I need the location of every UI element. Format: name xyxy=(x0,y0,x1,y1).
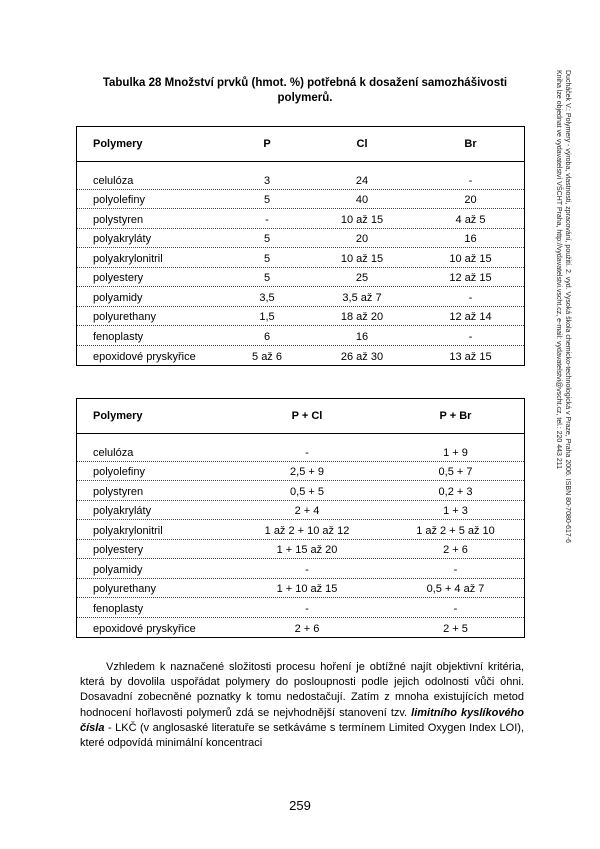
cell-value: 1 + 10 až 15 xyxy=(276,583,338,595)
table-row xyxy=(77,462,524,482)
table-row xyxy=(77,326,524,346)
cell-value: 13 až 15 xyxy=(449,351,492,363)
cell-polymer-name: polyurethany xyxy=(93,311,156,323)
side-note-line-1: Ducháček V.: Polymery - výroba, vlastnosti, zpracování, použití. 2. vyd. Vysoká škola chemicko-technologická v Praze, Praha 2006. ISBN 80-7080-617-6 xyxy=(564,70,571,543)
cell-polymer-name: polyakrylonitril xyxy=(93,524,163,537)
cell-value: - xyxy=(468,291,473,304)
cell-value: - xyxy=(468,330,473,343)
cell-value: - xyxy=(305,563,309,576)
side-note-line-2: Kniha lze objednat ve vydavatelství VŠCHT Praha, http://vydavatelstvi.vscht.cz, e-mail: vydavatelstvi@vscht.cz, tel.: 220 443 211 xyxy=(555,70,562,470)
cell-value: 1 + 9 xyxy=(443,446,468,459)
table-row xyxy=(77,307,524,327)
cell-value: 10 až 15 xyxy=(340,213,384,226)
cell-value: 20 xyxy=(355,233,369,245)
cell-polymer-name: polyestery xyxy=(93,544,144,556)
cell-value: 5 xyxy=(263,272,271,284)
cell-value: 2 + 4 xyxy=(294,505,320,517)
cell-value: - xyxy=(468,174,473,187)
cell-value: 0,2 + 3 xyxy=(438,485,473,498)
cell-value: 16 xyxy=(464,233,477,245)
cell-value: - xyxy=(453,602,458,615)
cell-value: 0,5 + 4 až 7 xyxy=(426,583,485,595)
caption-line-1: Tabulka 28 Množství prvků (hmot. %) potřebná k dosažení samozhášivosti xyxy=(102,77,508,89)
cell-polymer-name: celulóza xyxy=(93,174,134,187)
table-row xyxy=(77,618,524,638)
cell-polymer-name: polyakryláty xyxy=(93,505,152,517)
cell-value: 3,5 až 7 xyxy=(342,291,382,304)
cell-value: 4 až 5 xyxy=(455,213,486,226)
page-number: 259 xyxy=(289,798,311,813)
cell-value: 12 až 15 xyxy=(449,272,492,284)
cell-value: 1,5 xyxy=(259,311,275,323)
cell-value: - xyxy=(305,446,309,459)
table-header xyxy=(77,127,524,162)
cell-value: 12 až 14 xyxy=(449,311,492,323)
cell-polymer-name: celulóza xyxy=(93,446,134,459)
cell-value: 20 xyxy=(464,194,477,206)
cell-value: 5 xyxy=(263,233,271,245)
cell-value: 2 + 6 xyxy=(294,623,320,635)
cell-value: 3 xyxy=(263,174,271,187)
table-row xyxy=(77,540,524,560)
table-spacer xyxy=(77,162,524,170)
table-header xyxy=(77,399,524,434)
cell-value: - xyxy=(453,563,458,576)
cell-value: - xyxy=(305,602,309,615)
cell-value: - xyxy=(265,213,269,226)
cell-polymer-name: polyolefiny xyxy=(93,194,145,206)
table-row xyxy=(77,559,524,579)
cell-value: 0,5 + 7 xyxy=(438,466,473,478)
table-row xyxy=(77,229,524,249)
cell-value: 26 až 30 xyxy=(340,351,384,363)
table-body xyxy=(77,170,524,365)
cell-value: 1 až 2 + 5 až 10 xyxy=(416,524,495,537)
cell-polymer-name: polyolefiny xyxy=(93,466,145,478)
table-elements-content xyxy=(76,126,525,366)
table-caption xyxy=(80,76,530,106)
table-row xyxy=(77,579,524,599)
cell-polymer-name: polystyren xyxy=(93,213,144,226)
cell-value: 10 až 15 xyxy=(340,252,384,265)
cell-value: 3,5 xyxy=(259,291,275,304)
cell-value: 5 xyxy=(263,252,271,265)
cell-value: 24 xyxy=(355,174,369,187)
cell-polymer-name: polyestery xyxy=(93,272,144,284)
cell-value: 18 až 20 xyxy=(340,311,384,323)
cell-polymer-name: polyakryláty xyxy=(93,233,152,245)
cell-value: 1 + 15 až 20 xyxy=(276,544,338,556)
col-header-p-cl: P + Cl xyxy=(291,410,323,422)
table-row xyxy=(77,170,524,190)
cell-polymer-name: polyakrylonitril xyxy=(93,252,163,265)
cell-polymer-name: fenoplasty xyxy=(93,602,144,615)
cell-polymer-name: fenoplasty xyxy=(93,330,144,343)
body-paragraph xyxy=(80,660,524,751)
col-header-polymery: Polymery xyxy=(93,138,143,150)
table-row xyxy=(77,287,524,307)
paragraph-text-before: Vzhledem k naznačené složitosti procesu hoření je obtížné najít objektivní kritéria, která by dovolila uspořádat polymery do posloupnosti podle jejich odolnosti vůči ohni. Dosavadní zobecněné poznatky k tomu nedostačují. Zatím z mnoha existujících metod hodnocení hořlavosti polymerů zdá se nejvhodnější stanovení tzv. xyxy=(80,661,524,719)
cell-value: 1 až 2 + 10 až 12 xyxy=(264,524,350,537)
cell-value: 5 xyxy=(263,194,271,206)
cell-value: 2,5 + 9 xyxy=(290,466,324,478)
col-header-br: Br xyxy=(464,138,477,150)
cell-polymer-name: polystyren xyxy=(93,485,144,498)
table-row xyxy=(77,481,524,501)
cell-value: 16 xyxy=(355,330,369,343)
table-row xyxy=(77,248,524,268)
table-spacer xyxy=(77,434,524,442)
cell-value: 2 + 6 xyxy=(443,544,468,556)
col-header-polymery: Polymery xyxy=(93,410,143,422)
side-note xyxy=(554,70,572,610)
cell-value: 2 + 5 xyxy=(443,623,468,635)
caption-line-2: polymerů. xyxy=(277,92,333,104)
cell-polymer-name: epoxidové pryskyřice xyxy=(93,623,196,635)
cell-value: 1 + 3 xyxy=(443,505,468,517)
cell-value: 40 xyxy=(355,194,369,206)
table-row xyxy=(77,190,524,210)
table-element-combinations xyxy=(76,398,525,638)
col-header-p-br: P + Br xyxy=(439,410,472,422)
table-body xyxy=(77,442,524,637)
cell-value: 6 xyxy=(263,330,271,343)
table-row xyxy=(77,442,524,462)
table-row xyxy=(77,209,524,229)
paragraph-text-after: - LKČ (v anglosaské literatuře se setkáváme s termínem Limited Oxygen Index LOI), které odpovídá minimální koncentraci xyxy=(80,721,524,750)
cell-value: 10 až 15 xyxy=(449,252,492,265)
col-header-p: P xyxy=(263,138,271,150)
table-row xyxy=(77,268,524,288)
paragraph-term: limitního kyslíkového čísla xyxy=(80,706,525,734)
cell-polymer-name: polyamidy xyxy=(93,563,143,576)
col-header-cl: Cl xyxy=(356,138,368,150)
cell-value: 0,5 + 5 xyxy=(290,485,324,498)
cell-polymer-name: polyamidy xyxy=(93,291,143,304)
cell-value: 5 až 6 xyxy=(252,351,282,363)
table-row xyxy=(77,346,524,366)
cell-value: 25 xyxy=(355,272,369,284)
table-row xyxy=(77,501,524,521)
cell-polymer-name: polyurethany xyxy=(93,583,156,595)
table-row xyxy=(77,598,524,618)
cell-polymer-name: epoxidové pryskyřice xyxy=(93,351,196,363)
table-row xyxy=(77,520,524,540)
